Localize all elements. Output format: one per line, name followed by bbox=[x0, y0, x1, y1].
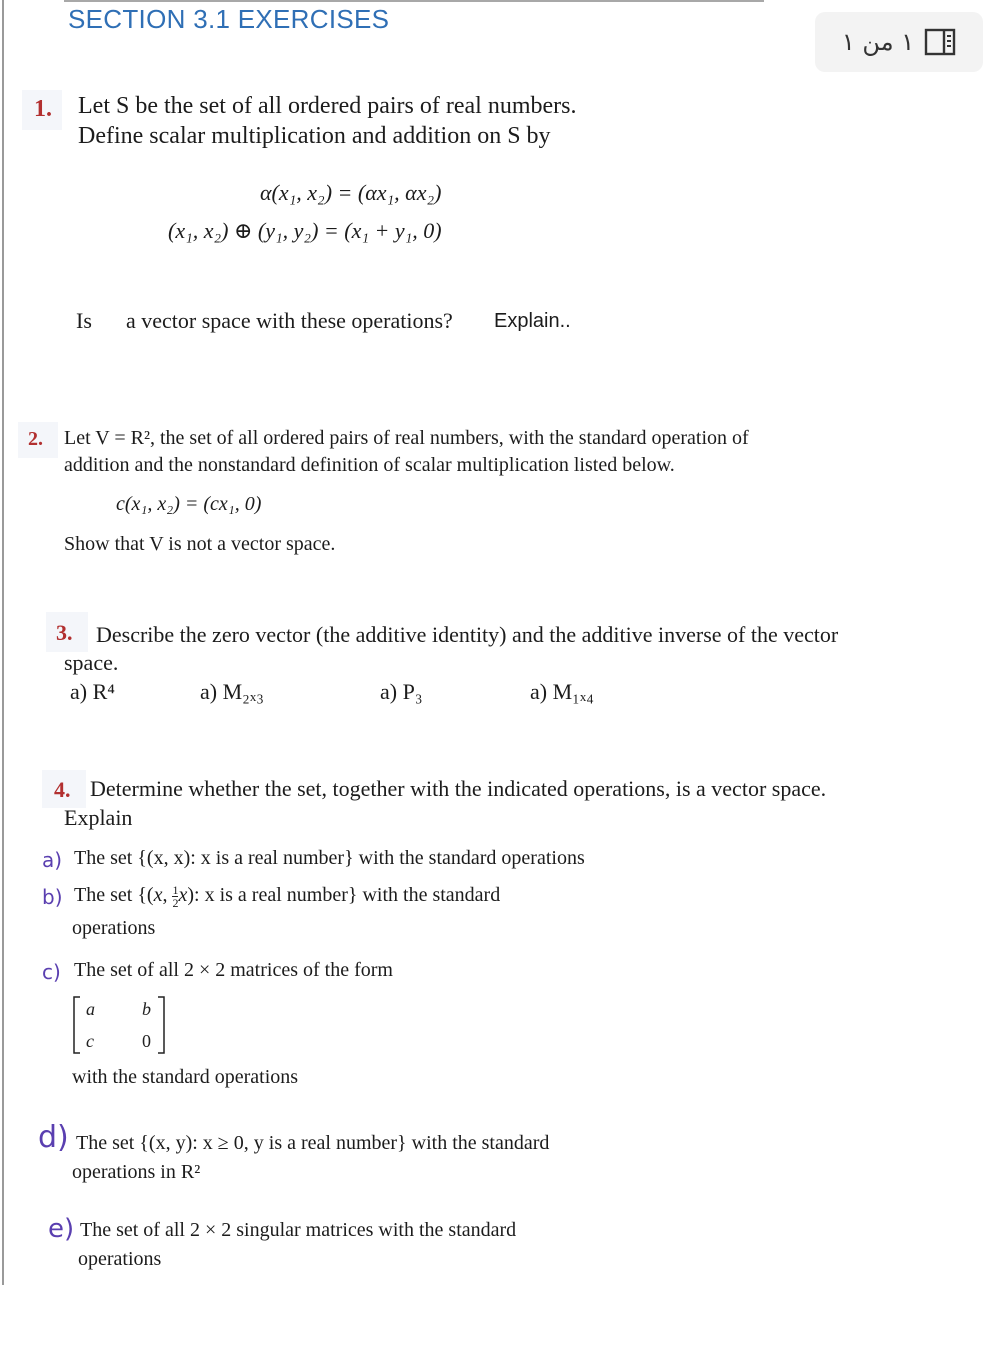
ex1-question-text: a vector space with these operations? bbox=[126, 308, 453, 333]
matrix-c: c bbox=[86, 1031, 94, 1051]
sidebar-panel-icon[interactable] bbox=[924, 28, 956, 56]
ex1-question-is: Is bbox=[76, 308, 92, 333]
page-left-border bbox=[2, 0, 4, 1285]
ex3-number: 3. bbox=[56, 620, 73, 645]
section-title: SECTION 3.1 EXERCISES bbox=[68, 4, 390, 34]
matrix-a: a bbox=[86, 999, 95, 1019]
ex4-e-label: e) bbox=[48, 1214, 75, 1244]
ex1-equation-addition: (x₁, x₂) ⊕ (y₁, y₂) = (x₁ + y₁, 0) bbox=[168, 218, 442, 243]
top-divider bbox=[64, 0, 764, 2]
ex4-b-pre: The set bbox=[74, 884, 133, 907]
ex2-equation: c(x₁, x₂) = (cx₁, 0) bbox=[116, 493, 262, 515]
page-indicator-text: ١ من ١ bbox=[841, 28, 915, 56]
ex2-line1: Let V = R², the set of all ordered pairs of real numbers, with the standard operation of bbox=[64, 427, 749, 449]
ex4-b-cont: operations bbox=[72, 917, 156, 939]
ex1-line2: Define scalar multiplication and addition on S by bbox=[78, 123, 551, 149]
ex3-item-r4: a) R⁴ bbox=[70, 679, 115, 704]
page-indicator[interactable] bbox=[815, 12, 983, 72]
ex1-number: 1. bbox=[34, 96, 52, 122]
matrix-zero: 0 bbox=[142, 1031, 151, 1051]
ex4-c-label: c) bbox=[42, 960, 61, 984]
ex2-line3: Show that V is not a vector space. bbox=[64, 533, 336, 555]
ex3-line1: Describe the zero vector (the additive identity) and the additive inverse of the vector bbox=[96, 622, 839, 647]
matrix-b: b bbox=[142, 999, 151, 1019]
ex4-c-text: The set of all 2 × 2 matrices of the form bbox=[74, 959, 393, 981]
ex4-d-cont: operations in R² bbox=[72, 1161, 201, 1183]
ex4-b-label: b) bbox=[42, 885, 63, 909]
ex1-question-explain: Explain.. bbox=[494, 310, 571, 332]
ex4-c-cont: with the standard operations bbox=[72, 1066, 299, 1088]
ex4-d-text: The set {(x, y): x ≥ 0, y is a real number} with the standard bbox=[76, 1132, 550, 1154]
ex3-line2: space. bbox=[64, 650, 119, 675]
ex4-e-text: The set of all 2 × 2 singular matrices with the standard bbox=[80, 1219, 517, 1241]
ex4-c-matrix bbox=[72, 995, 172, 1055]
ex4-line1: Determine whether the set, together with the indicated operations, is a vector space. bbox=[90, 776, 827, 801]
ex2-number: 2. bbox=[28, 428, 43, 450]
ex4-b-fraction: $\frac{1}{2}$ bbox=[172, 883, 179, 910]
ex4-b-post: : x is a real number} with the standard bbox=[194, 884, 501, 907]
ex4-line2: Explain bbox=[64, 805, 133, 830]
ex4-a-text: The set {(x, x): x is a real number} with the standard operations bbox=[74, 847, 585, 869]
ex4-number: 4. bbox=[54, 777, 71, 802]
ex4-b-line: The set {(x, $\frac{1}{2}$ x): x is a real number} with the standard bbox=[74, 883, 501, 910]
ex4-a-label: a) bbox=[42, 848, 63, 872]
ex3-item-p3: a) P₃ bbox=[380, 679, 423, 704]
ex1-equation-scalar: α(x₁, x₂) = (αx₁, αx₂) bbox=[260, 180, 442, 205]
ex3-item-m2x3: a) M₂ₓ₃ bbox=[200, 679, 264, 704]
ex1-line1: Let S be the set of all ordered pairs of real numbers. bbox=[78, 93, 577, 119]
ex2-line2: addition and the nonstandard definition of scalar multiplication listed below. bbox=[64, 454, 675, 476]
ex4-e-cont: operations bbox=[78, 1248, 162, 1270]
ex4-d-label: d) bbox=[38, 1120, 69, 1155]
ex3-item-m1x4: a) M₁ₓ₄ bbox=[530, 679, 594, 704]
